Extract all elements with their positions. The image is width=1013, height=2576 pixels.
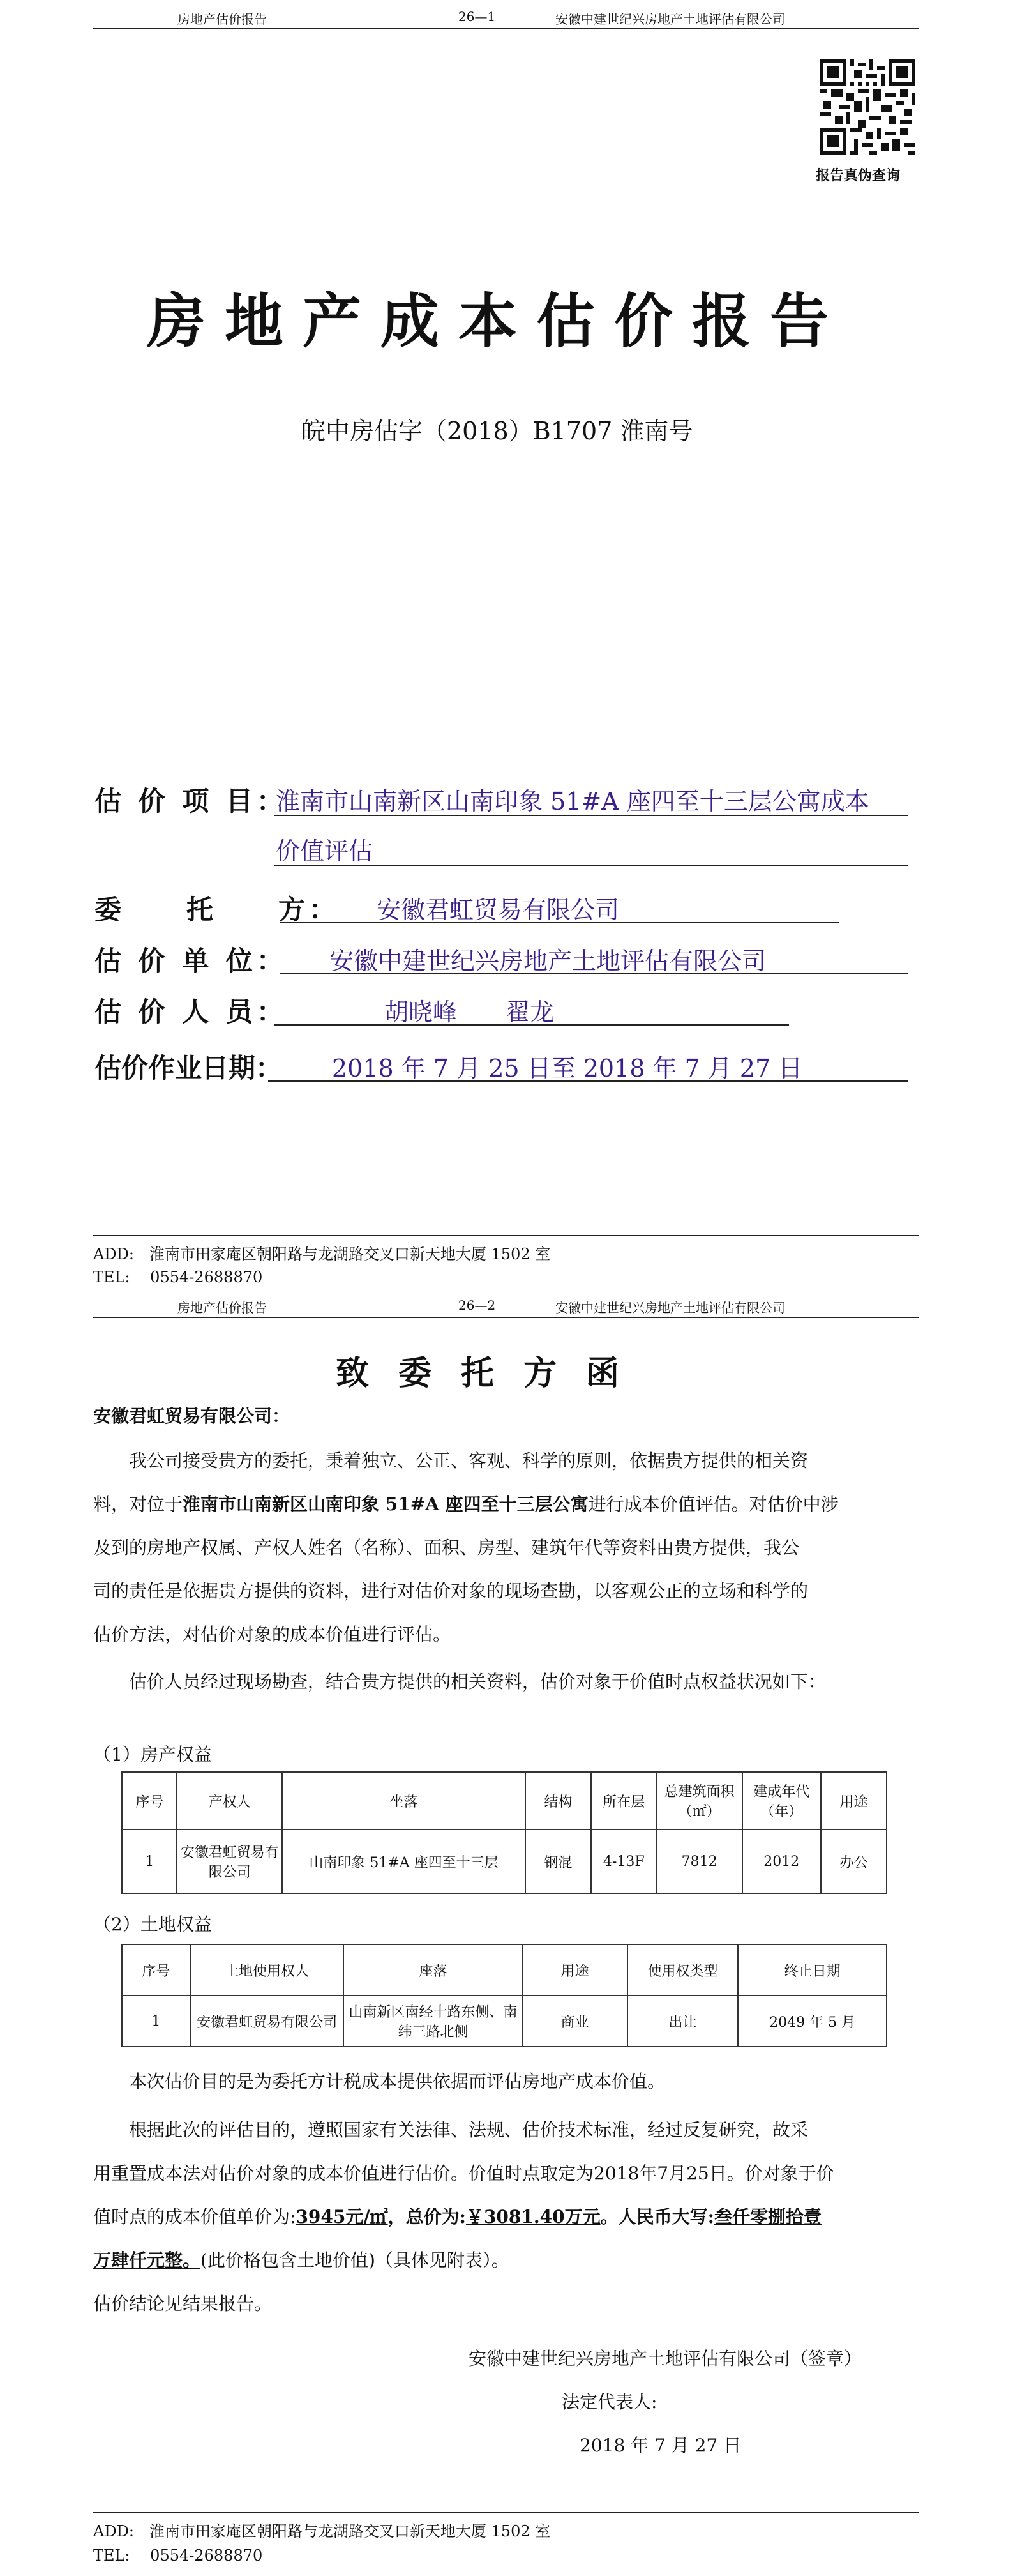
page2-header-page-number: 26—2: [458, 1298, 496, 1313]
table-cell: 办公: [821, 1830, 887, 1893]
total-price-value: ￥3081.40万元: [465, 2206, 601, 2227]
field-date-value: 2018 年 7 月 25 日至 2018 年 7 月 27 日: [332, 1054, 803, 1082]
qr-caption: 报告真伪查询: [816, 167, 901, 184]
page1-footer-rule: [93, 1235, 919, 1236]
table-row: [122, 1830, 887, 1893]
para3: 本次估价目的是为委托方计税成本提供依据而评估房地产成本价值。: [129, 2071, 666, 2092]
table-cell: 钢混: [525, 1830, 591, 1893]
table-cell: 山南新区南经十路东侧、南纬三路北侧: [343, 1996, 522, 2047]
table-header-cell: 总建筑面积（㎡）: [657, 1772, 742, 1830]
table-header-cell: 用途: [821, 1772, 887, 1830]
table-cell: 2049 年 5 月: [738, 1996, 887, 2047]
field-project-underline: [274, 815, 908, 816]
page1-footer-address: ADD: 淮南市田家庵区朝阳路与龙湖路交叉口新天地大厦 1502 室: [93, 1245, 551, 1263]
page1-header-left: 房地产估价报告: [177, 11, 267, 27]
table-header-cell: 序号: [122, 1772, 177, 1830]
table-header-cell: 使用权类型: [627, 1944, 739, 1996]
field-appraisers-underline: [274, 1024, 789, 1026]
signature-company: 安徽中建世纪兴房地产土地评估有限公司（签章）: [469, 2348, 862, 2369]
letter-title: 致委托方函: [336, 1354, 649, 1393]
para4-line1: 根据此次的评估目的，遵照国家有关法律、法规、估价技术标准，经过反复研究，故采: [129, 2119, 809, 2140]
table-cell: 1: [122, 1830, 177, 1893]
field-project-label: 估 价 项 目：: [94, 785, 287, 817]
table-header-cell: 终止日期: [738, 1944, 887, 1996]
field-project-value: 淮南市山南新区山南印象 51#A 座四至十三层公寓成本: [276, 787, 869, 815]
table-header-row: [122, 1944, 887, 1996]
section-land-rights: （2）土地权益: [93, 1914, 212, 1935]
field-appraisers-label: 估 价 人 员：: [94, 996, 287, 1027]
property-rights-table: [121, 1771, 887, 1894]
para1-line1: 我公司接受贵方的委托，秉着独立、公正、客观、科学的原则，依据贵方提供的相关资: [129, 1450, 809, 1471]
page2-footer-address: ADD: 淮南市田家庵区朝阳路与龙湖路交叉口新天地大厦 1502 室: [93, 2522, 551, 2540]
field-client-value: 安徽君虹贸易有限公司: [377, 896, 620, 924]
table-cell: 4-13F: [591, 1830, 657, 1893]
table-cell: 安徽君虹贸易有限公司: [190, 1996, 344, 2047]
page1-footer-tel: TEL: 0554-2688870: [93, 1268, 263, 1286]
para4-line3: 值时点的成本价值单价为:3945元/㎡，总价为:￥3081.40万元。人民币大写:叁仟零捌拾壹: [93, 2206, 822, 2227]
table-header-cell: 结构: [525, 1772, 591, 1830]
page2-header-rule: [93, 1317, 919, 1318]
section-property-rights: （1）房产权益: [93, 1744, 212, 1765]
table-cell: 7812: [657, 1830, 742, 1893]
table-cell: 2012: [742, 1830, 822, 1893]
table-cell: 商业: [522, 1996, 627, 2047]
table-cell: 出让: [627, 1996, 739, 2047]
table-header-cell: 座落: [343, 1944, 522, 1996]
table-header-cell: 土地使用权人: [190, 1944, 344, 1996]
total-price-chinese-cont: 万肆仟元整。: [93, 2250, 201, 2271]
field-project-value-line2: 价值评估: [276, 837, 373, 865]
page2-footer-tel: TEL: 0554-2688870: [93, 2547, 263, 2565]
field-appraisers-value: 胡晓峰 翟龙: [384, 998, 555, 1026]
table-row: [122, 1996, 887, 2047]
field-appraiser-org-value: 安徽中建世纪兴房地产土地评估有限公司: [329, 947, 767, 975]
page2-footer-rule: [93, 2512, 919, 2513]
para1-line5: 估价方法，对估价对象的成本价值进行评估。: [93, 1624, 451, 1645]
table-header-cell: 产权人: [177, 1772, 282, 1830]
report-title: 房地产成本估价报告: [147, 287, 848, 356]
para4-line2: 用重置成本法对估价对象的成本价值进行估价。价值时点取定为2018年7月25日。价对象于价: [93, 2163, 834, 2184]
field-project-underline-2: [274, 865, 908, 866]
land-rights-table: [121, 1944, 887, 2047]
table-header-cell: 用途: [522, 1944, 627, 1996]
page2-header-left: 房地产估价报告: [177, 1300, 267, 1315]
page1-header-rule: [93, 28, 919, 29]
para1-line3: 及到的房地产权属、产权人姓名（名称）、面积、房型、建筑年代等资料由贵方提供，我公: [93, 1537, 800, 1558]
table-header-cell: 所在层: [591, 1772, 657, 1830]
field-date-underline: [268, 1080, 908, 1082]
field-client-underline: [280, 922, 839, 923]
para1-line4: 司的责任是依据贵方提供的资料，进行对估价对象的现场查勘，以客观公正的立场和科学的: [93, 1580, 809, 1602]
letter-addressee: 安徽君虹贸易有限公司：: [93, 1405, 290, 1427]
table-header-cell: 序号: [122, 1944, 190, 1996]
report-reference-number: 皖中房估字（2018）B1707 淮南号: [301, 417, 693, 445]
table-cell: 安徽君虹贸易有限公司: [177, 1830, 282, 1893]
estimate-object-address: 淮南市山南新区山南印象 51#A 座四至十三层公寓: [183, 1494, 589, 1515]
signature-date: 2018 年 7 月 27 日: [580, 2435, 742, 2456]
signature-legal-rep: 法定代表人:: [562, 2391, 657, 2413]
table-header-cell: 坐落: [282, 1772, 525, 1830]
page1-header-right: 安徽中建世纪兴房地产土地评估有限公司: [555, 11, 785, 27]
para4-line4: 万肆仟元整。(此价格包含土地价值)（具体见附表）。: [93, 2250, 509, 2271]
para2: 估价人员经过现场勘查，结合贵方提供的相关资料，估价对象于价值时点权益状况如下：: [129, 1671, 827, 1692]
qr-code-icon: [820, 59, 915, 155]
table-header-cell: 建成年代（年）: [742, 1772, 822, 1830]
page2-header-right: 安徽中建世纪兴房地产土地评估有限公司: [555, 1300, 785, 1315]
field-client-label: 委 托 方：: [94, 894, 340, 925]
table-cell: 1: [122, 1996, 190, 2047]
total-price-chinese: 叁仟零捌拾壹: [714, 2206, 822, 2227]
table-header-row: [122, 1772, 887, 1830]
para5: 估价结论见结果报告。: [93, 2293, 273, 2314]
page1-header-page-number: 26—1: [458, 9, 496, 24]
table-cell: 山南印象 51#A 座四至十三层: [282, 1830, 525, 1893]
field-date-label: 估价作业日期：: [94, 1052, 283, 1084]
para1-line2: 料，对位于淮南市山南新区山南印象 51#A 座四至十三层公寓进行成本价值评估。对估价中涉: [93, 1494, 839, 1515]
field-appraiser-org-label: 估 价 单 位：: [94, 945, 287, 976]
unit-price-value: 3945元/㎡: [296, 2206, 388, 2227]
field-appraiser-org-underline: [280, 973, 908, 974]
